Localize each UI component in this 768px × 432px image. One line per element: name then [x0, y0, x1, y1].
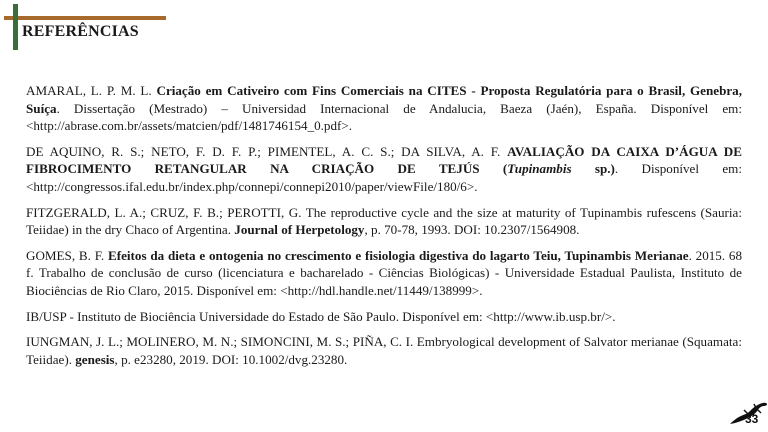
- reference-text: IUNGMAN, J. L.; MOLINERO, M. N.; SIMONCINI, M. S.; PIÑA, C. I. Embryological development of Salvator merianae (Squamata: Teiidae).: [26, 334, 742, 367]
- reference-item: [26, 247, 742, 300]
- reference-item: [26, 204, 742, 239]
- reference-text: . Disponível em: <http://congressos.ifal.edu.br/index.php/connepi/connepi2010/paper/viewFile/180/6>.: [26, 161, 742, 194]
- reference-item: [26, 143, 742, 196]
- reference-text: Journal of Herpetology: [234, 222, 365, 238]
- reference-text: Tupinambis: [507, 161, 572, 177]
- reference-list: [26, 82, 742, 376]
- reference-text: IB/USP - Instituto de Biociência Universidade do Estado de São Paulo. Disponível em: <http://www.ib.usp.br/>.: [26, 308, 616, 324]
- reference-text: AVALIAÇÃO DA CAIXA D’ÁGUA DE FIBROCIMENTO RETANGULAR NA CRIAÇÃO DE TEJÚS (: [26, 143, 742, 177]
- reference-text: sp.): [571, 161, 615, 177]
- reference-text: DE AQUINO, R. S.; NETO, F. D. F. P.; PIMENTEL, A. C. S.; DA SILVA, A. F.: [26, 143, 508, 159]
- reference-text: . Dissertação (Mestrado) – Universidad Internacional de Andalucia, Baeza (Jaén), España. Disponível em: <http://abrase.com.br/assets/matcien/pdf/1481746154_0.pdf>.: [26, 100, 742, 134]
- reference-text: AMARAL, L. P. M. L.: [26, 83, 157, 98]
- reference-text: , p. e23280, 2019. DOI: 10.1002/dvg.23280.: [114, 351, 348, 367]
- page-number: 33: [745, 412, 759, 426]
- page-title: REFERÊNCIAS: [22, 23, 139, 40]
- reference-text: Efeitos da dieta e ontogenia no crescimento e fisiologia digestiva do lagarto Teiu, Tupinambis Merianae: [108, 247, 689, 263]
- reference-text: , p. 70-78, 1993. DOI: 10.2307/1564908.: [364, 222, 580, 238]
- reference-item: [26, 308, 742, 326]
- reference-item: [26, 82, 742, 135]
- reference-item: [26, 333, 742, 368]
- reference-text: GOMES, B. F.: [26, 247, 108, 263]
- title-accent-bar: [4, 16, 166, 20]
- title-vertical-bar: [13, 4, 18, 50]
- reference-text: genesis: [75, 351, 115, 367]
- reference-text: FITZGERALD, L. A.; CRUZ, F. B.; PEROTTI, G. The reproductive cycle and the size at maturity of Tupinambis rufescens (Sauria: Teiidae) in the dry Chaco of Argentina.: [26, 204, 742, 238]
- reference-text: Criação em Cativeiro com Fins Comerciais na CITES - Proposta Regulatória para o Brasil, Genebra, Suíça: [26, 83, 742, 116]
- reference-text: . 2015. 68 f. Trabalho de conclusão de curso (licenciatura e bacharelado - Ciências Biológicas) - Universidade Estadual Paulista, Instituto de Biociências de Rio Claro, 2015. Disponível em: <http://hdl.handle.net/11449/138999>.: [26, 247, 743, 298]
